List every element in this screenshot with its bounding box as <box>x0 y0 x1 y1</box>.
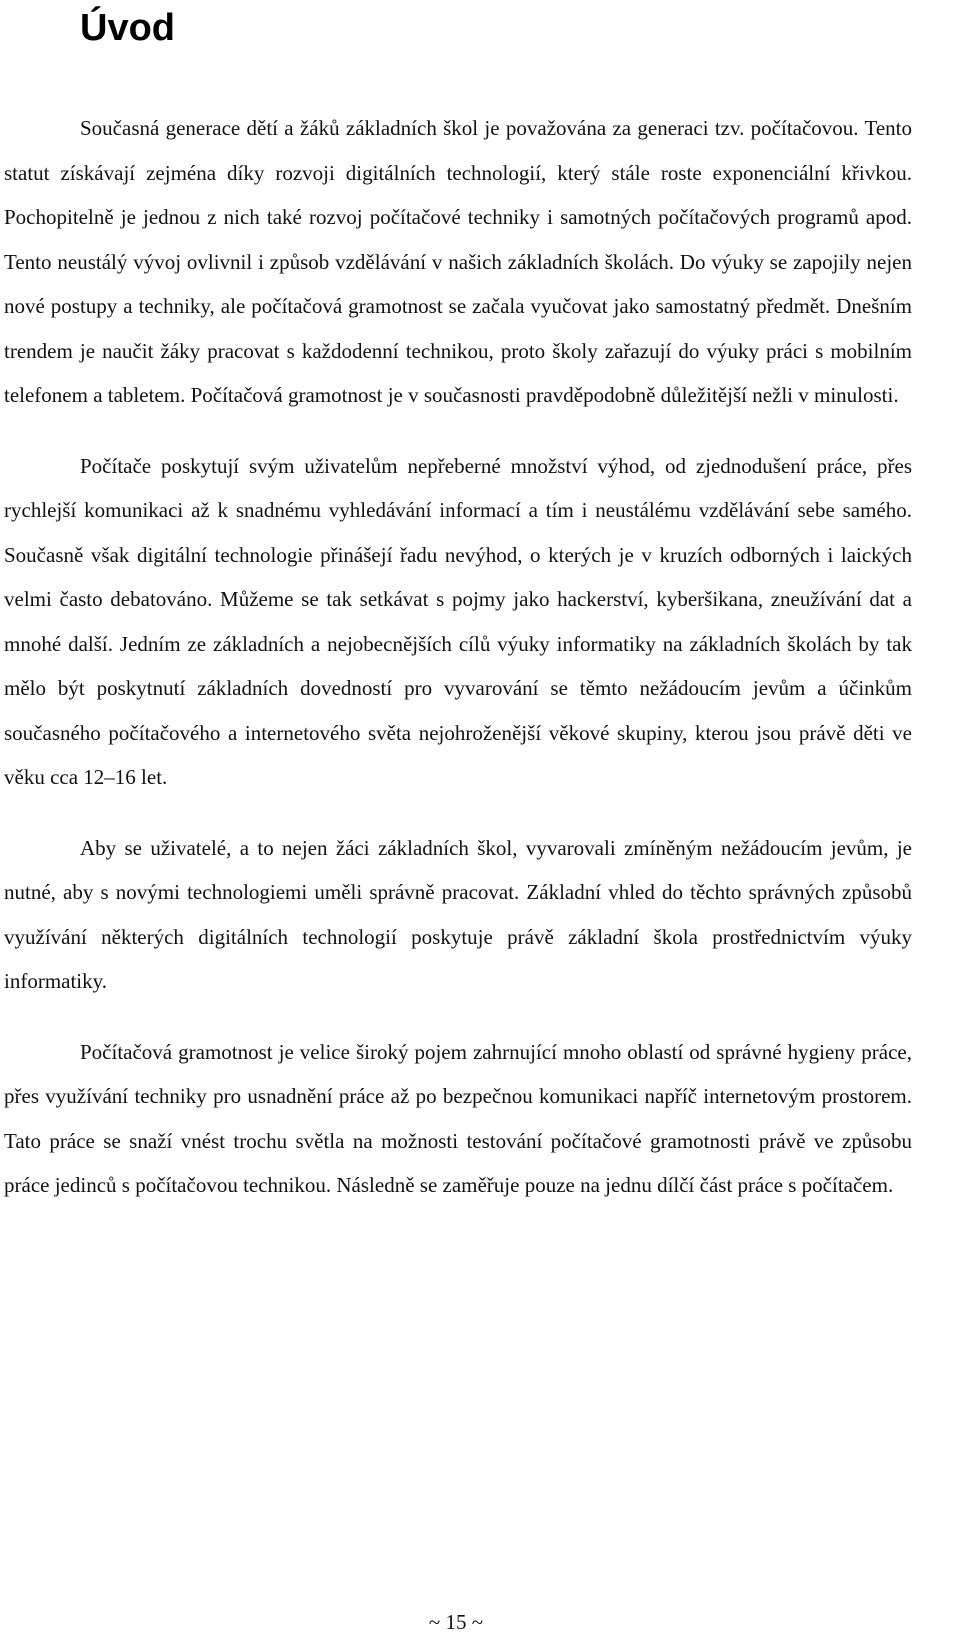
paragraph-2: Počítače poskytují svým uživatelům nepřeberné množství výhod, od zjednodušení práce, přes rychlejší komunikaci až k snadnému vyhledávání informací a tím i neustálému vzdělávání sebe samého. Současně však digitální technologie přinášejí řadu nevýhod, o kterých je v kruzích odborných i laických velmi často debatováno. Můžeme se tak setkávat s pojmy jako hackerství, kyberšikana, zneužívání dat a mnohé další. Jedním ze základních a nejobecnějších cílů výuky informatiky na základních školách by tak mělo být poskytnutí základních dovedností pro vyvarování se těmto nežádoucím jevům a účinkům současného počítačového a internetového světa nejohroženější věkové skupiny, kterou jsou právě děti ve věku cca 12–16 let. <box>4 453 912 789</box>
paragraph-3: Aby se uživatelé, a to nejen žáci základních škol, vyvarovali zmíněným nežádoucím jevům, je nutné, aby s novými technologiemi uměli správně pracovat. Základní vhled do těchto správných způsobů využívání některých digitálních technologií poskytuje právě základní škola prostřednictvím výuky informatiky. <box>4 835 912 993</box>
body-text <box>4 106 912 1234</box>
page-title: Úvod <box>80 7 175 49</box>
paragraph-4: Počítačová gramotnost je velice široký pojem zahrnující mnoho oblastí od správné hygieny práce, přes využívání techniky pro usnadnění práce až po bezpečnou komunikaci napříč internetovým prostorem. Tato práce se snaží vnést trochu světla na možnosti testování počítačové gramotnosti právě ve způsobu práce jedinců s počítačovou technikou. Následně se zaměřuje pouze na jednu dílčí část práce s počítačem. <box>4 1039 912 1197</box>
paragraph-1: Současná generace dětí a žáků základních škol je považována za generaci tzv. počítačovou. Tento statut získávají zejména díky rozvoji digitálních technologií, který stále roste exponenciální křivkou. Pochopitelně je jednou z nich také rozvoj počítačové techniky i samotných počítačových programů apod. Tento neustálý vývoj ovlivnil i způsob vzdělávání v našich základních školách. Do výuky se zapojily nejen nové postupy a techniky, ale počítačová gramotnost se začala vyučovat jako samostatný předmět. Dnešním trendem je naučit žáky pracovat s každodenní technikou, proto školy zařazují do výuky práci s mobilním telefonem a tabletem. Počítačová gramotnost je v současnosti pravděpodobně důležitější nežli v minulosti. <box>4 116 912 407</box>
page-number: ~ 15 ~ <box>428 1610 484 1634</box>
